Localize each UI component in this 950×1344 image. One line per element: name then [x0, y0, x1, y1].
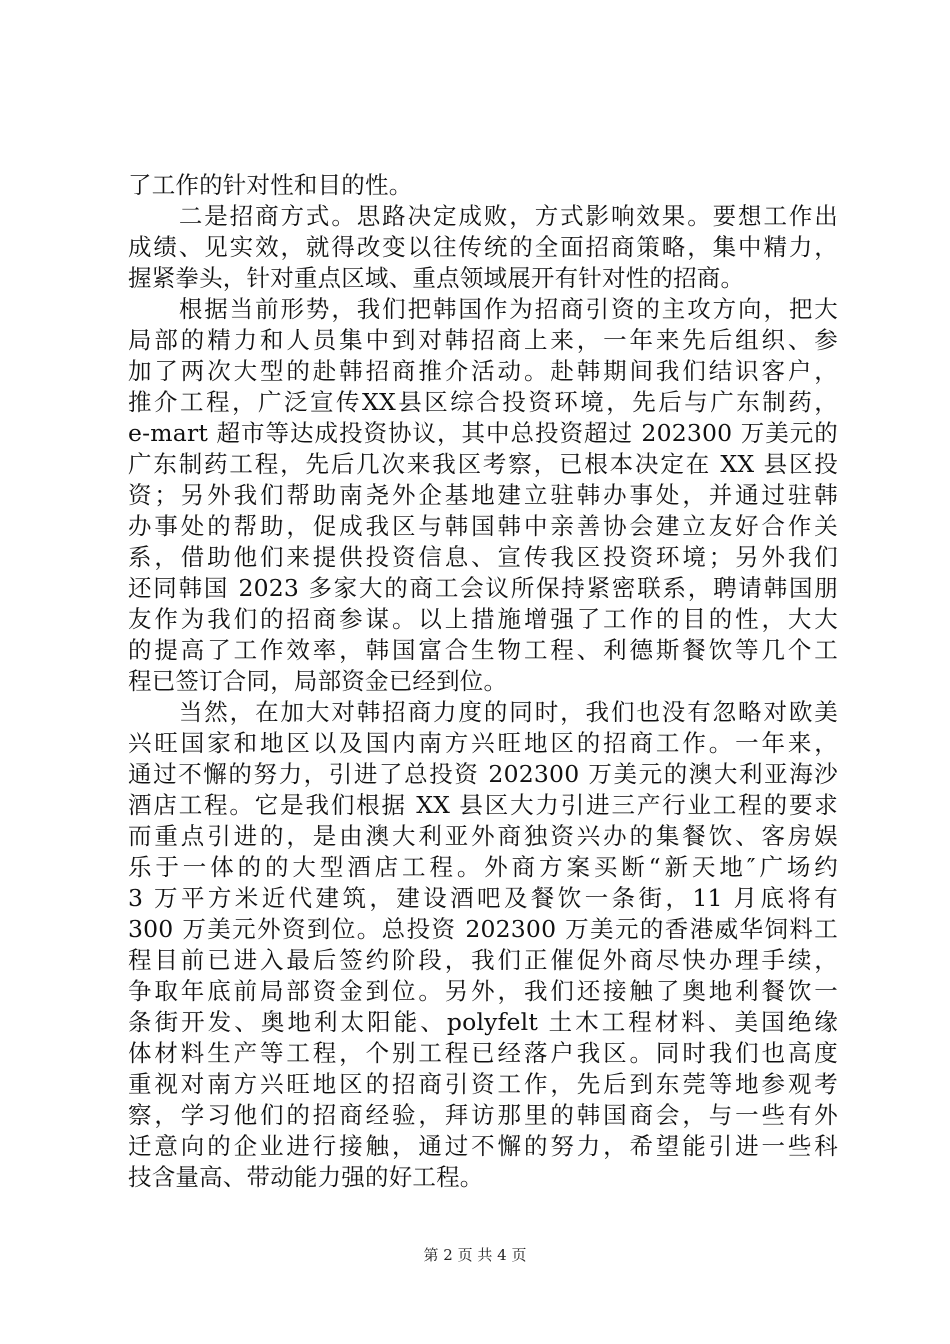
text-line: 重视对南方兴旺地区的招商引资工作，先后到东莞等地参观考 — [128, 1070, 838, 1098]
text-line: 3 万平方米近代建筑，建设酒吧及餐饮一条街，11 月底将有 — [128, 884, 838, 912]
text-line: 当然，在加大对韩招商力度的同时，我们也没有忽略对欧美 — [128, 698, 838, 726]
text-line: 局部的精力和人员集中到对韩招商上来，一年来先后组织、参 — [128, 326, 838, 354]
text-line: 系，借助他们来提供投资信息、宣传我区投资环境；另外我们 — [128, 543, 838, 571]
paragraph — [128, 697, 838, 1193]
paragraph — [128, 170, 838, 201]
text-line: 二是招商方式。思路决定成败，方式影响效果。要想工作出 — [128, 202, 838, 230]
text-line: 争取年底前局部资金到位。另外，我们还接触了奥地利餐饮一 — [128, 977, 838, 1005]
text-line: 程目前已进入最后签约阶段，我们正催促外商尽快办理手续， — [128, 946, 838, 974]
text-line: 广东制药工程，先后几次来我区考察，已根本决定在 XX 县区投 — [128, 450, 838, 478]
text-line: 加了两次大型的赴韩招商推介活动。赴韩期间我们结识客户， — [128, 357, 838, 385]
text-line: 迁意向的企业进行接触，通过不懈的努力，希望能引进一些科 — [128, 1132, 838, 1160]
text-line: 条街开发、奥地利太阳能、polyfelt 土木工程材料、美国绝缘 — [128, 1008, 838, 1036]
text-line: 成绩、见实效，就得改变以往传统的全面招商策略，集中精力， — [128, 233, 838, 261]
text-line: 握紧拳头，针对重点区域、重点领域展开有针对性的招商。 — [128, 264, 745, 292]
text-line: e-mart 超市等达成投资协议，其中总投资超过 202300 万美元的 — [128, 419, 838, 447]
text-line: 了工作的针对性和目的性。 — [128, 171, 413, 199]
text-line: 友作为我们的招商参谋。以上措施增强了工作的目的性，大大 — [128, 605, 838, 633]
text-line: 体材料生产等工程，个别工程已经落户我区。同时我们也高度 — [128, 1039, 838, 1067]
text-line: 而重点引进的，是由澳大利亚外商独资兴办的集餐饮、客房娱 — [128, 822, 838, 850]
page-footer: 第 2 页 共 4 页 — [423, 1246, 527, 1264]
text-line: 察，学习他们的招商经验，拜访那里的韩国商会，与一些有外 — [128, 1101, 838, 1129]
text-line: 推介工程，广泛宣传XX县区综合投资环境，先后与广东制药， — [128, 388, 838, 416]
text-line: 的提高了工作效率，韩国富合生物工程、利德斯餐饮等几个工 — [128, 636, 838, 664]
document-body — [128, 170, 838, 1193]
text-line: 根据当前形势，我们把韩国作为招商引资的主攻方向，把大 — [128, 295, 838, 323]
text-line: 300 万美元外资到位。总投资 202300 万美元的香港威华饲料工 — [128, 915, 838, 943]
text-line: 技含量高、带动能力强的好工程。 — [128, 1163, 484, 1191]
paragraph — [128, 201, 838, 294]
text-line: 程已签订合同，局部资金已经到位。 — [128, 667, 508, 695]
text-line: 资；另外我们帮助南尧外企基地建立驻韩办事处，并通过驻韩 — [128, 481, 838, 509]
text-line: 兴旺国家和地区以及国内南方兴旺地区的招商工作。一年来， — [128, 729, 838, 757]
text-line: 酒店工程。它是我们根据 XX 县区大力引进三产行业工程的要求 — [128, 791, 838, 819]
text-line: 乐于一体的的大型酒店工程。外商方案买断“新天地″广场约 — [128, 853, 838, 881]
text-line: 还同韩国 2023 多家大的商工会议所保持紧密联系，聘请韩国朋 — [128, 574, 838, 602]
text-line: 通过不懈的努力，引进了总投资 202300 万美元的澳大利亚海沙 — [128, 760, 838, 788]
text-line: 办事处的帮助，促成我区与韩国韩中亲善协会建立友好合作关 — [128, 512, 838, 540]
paragraph — [128, 294, 838, 697]
